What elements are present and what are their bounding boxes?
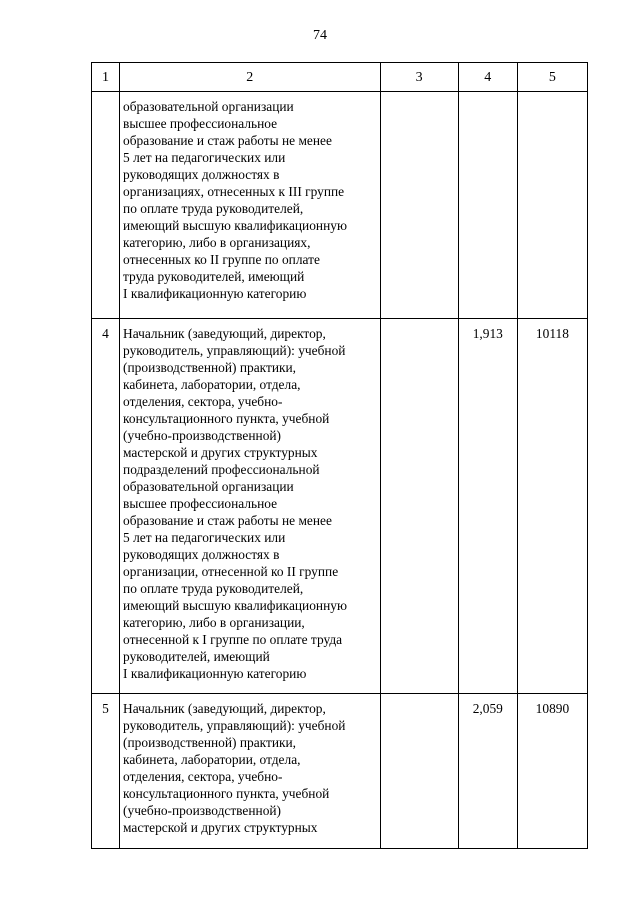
table-row bbox=[92, 319, 588, 694]
description-line: мастерской и других структурных bbox=[123, 820, 318, 835]
description-line: организациях, отнесенных к III группе bbox=[123, 184, 345, 199]
column-3-value bbox=[380, 92, 458, 319]
description-line: по оплате труда руководителей, bbox=[123, 201, 304, 216]
description-line: по оплате труда руководителей, bbox=[123, 581, 304, 596]
position-description bbox=[120, 92, 381, 319]
salary-value: 10118 bbox=[517, 319, 587, 694]
page-number: 74 bbox=[313, 28, 327, 43]
description-line: (производственной) практики, bbox=[123, 735, 297, 750]
column-header-1: 1 bbox=[92, 63, 120, 92]
description-line: (учебно-производственной) bbox=[123, 428, 282, 443]
column-header-4: 4 bbox=[458, 63, 517, 92]
description-line: консультационного пункта, учебной bbox=[123, 786, 330, 801]
column-3-value bbox=[380, 319, 458, 694]
description-line: 5 лет на педагогических или bbox=[123, 530, 286, 545]
description-line: образовательной организации bbox=[123, 479, 294, 494]
description-line: отнесенной к I группе по оплате труда bbox=[123, 632, 343, 647]
description-line: имеющий высшую квалификационную bbox=[123, 598, 347, 613]
description-line: I квалификационную категорию bbox=[123, 666, 307, 681]
coefficient-value bbox=[458, 92, 517, 319]
description-line: труда руководителей, имеющий bbox=[123, 269, 305, 284]
row-number: 4 bbox=[92, 319, 120, 694]
description-line: руководитель, управляющий): учебной bbox=[123, 343, 346, 358]
salary-table bbox=[91, 62, 588, 849]
description-line: мастерской и других структурных bbox=[123, 445, 318, 460]
description-line: кабинета, лаборатории, отдела, bbox=[123, 377, 301, 392]
description-line: высшее профессиональное bbox=[123, 496, 278, 511]
salary-value bbox=[517, 92, 587, 319]
description-line: высшее профессиональное bbox=[123, 116, 278, 131]
description-line: категорию, либо в организациях, bbox=[123, 235, 311, 250]
row-number bbox=[92, 92, 120, 319]
description-line: образование и стаж работы не менее bbox=[123, 133, 332, 148]
description-line: отнесенных ко II группе по оплате bbox=[123, 252, 320, 267]
description-line: отделения, сектора, учебно- bbox=[123, 394, 283, 409]
description-line: 5 лет на педагогических или bbox=[123, 150, 286, 165]
description-line: кабинета, лаборатории, отдела, bbox=[123, 752, 301, 767]
salary-value: 10890 bbox=[517, 694, 587, 849]
row-number: 5 bbox=[92, 694, 120, 849]
description-line: руководящих должностях в bbox=[123, 167, 280, 182]
position-description bbox=[120, 319, 381, 694]
description-line: Начальник (заведующий, директор, bbox=[123, 701, 326, 716]
description-line: руководителей, имеющий bbox=[123, 649, 270, 664]
description-line: руководитель, управляющий): учебной bbox=[123, 718, 346, 733]
description-line: I квалификационную категорию bbox=[123, 286, 307, 301]
description-line: подразделений профессиональной bbox=[123, 462, 320, 477]
column-3-value bbox=[380, 694, 458, 849]
column-header-5: 5 bbox=[517, 63, 587, 92]
description-line: Начальник (заведующий, директор, bbox=[123, 326, 326, 341]
column-header-2: 2 bbox=[120, 63, 381, 92]
description-line: категорию, либо в организации, bbox=[123, 615, 305, 630]
coefficient-value: 1,913 bbox=[458, 319, 517, 694]
coefficient-value: 2,059 bbox=[458, 694, 517, 849]
description-line: имеющий высшую квалификационную bbox=[123, 218, 347, 233]
description-line: образовательной организации bbox=[123, 99, 294, 114]
position-description bbox=[120, 694, 381, 849]
description-line: организации, отнесенной ко II группе bbox=[123, 564, 339, 579]
table-row bbox=[92, 694, 588, 849]
description-line: (производственной) практики, bbox=[123, 360, 297, 375]
description-line: консультационного пункта, учебной bbox=[123, 411, 330, 426]
description-line: (учебно-производственной) bbox=[123, 803, 282, 818]
description-line: образование и стаж работы не менее bbox=[123, 513, 332, 528]
description-line: отделения, сектора, учебно- bbox=[123, 769, 283, 784]
table-header-row bbox=[92, 63, 588, 92]
column-header-3: 3 bbox=[380, 63, 458, 92]
table-row bbox=[92, 92, 588, 319]
description-line: руководящих должностях в bbox=[123, 547, 280, 562]
